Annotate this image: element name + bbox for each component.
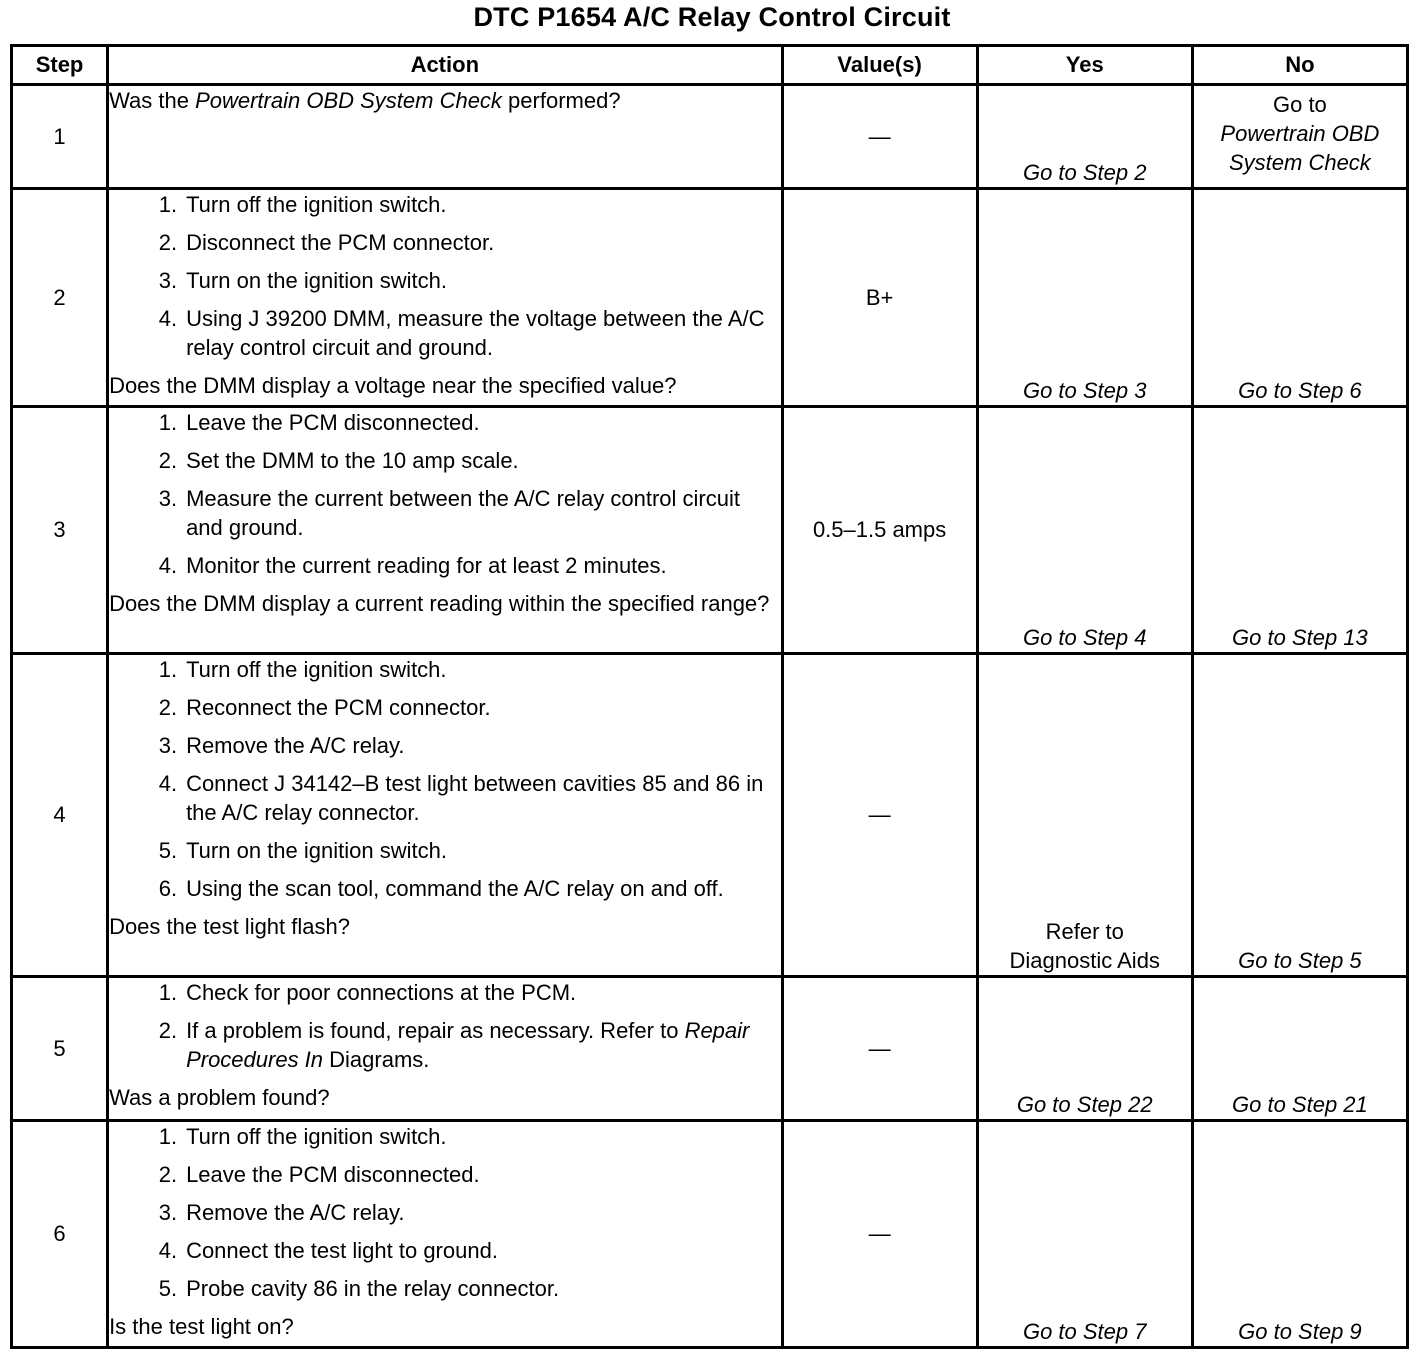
yes-cell bbox=[977, 654, 1192, 977]
substep-text: Remove the A/C relay. bbox=[186, 733, 405, 758]
yes-cell: Go to Step 22 bbox=[977, 977, 1192, 1121]
substep-text: Reconnect the PCM connector. bbox=[186, 695, 491, 720]
substep-text: Connect J 34142–B test light between cavities 85 and 86 in the A/C relay connector. bbox=[186, 771, 764, 825]
substep-text: Turn on the ignition switch. bbox=[186, 268, 447, 293]
substep-text-part: Diagrams. bbox=[323, 1047, 430, 1072]
substep-text: Check for poor connections at the PCM. bbox=[186, 980, 577, 1005]
action-cell bbox=[108, 1121, 782, 1348]
yes-text: Diagnostic Aids bbox=[1009, 948, 1160, 973]
header-no: No bbox=[1192, 46, 1407, 85]
substep-item bbox=[109, 551, 780, 580]
substep-item bbox=[109, 1198, 780, 1227]
substep-number: 2. bbox=[158, 230, 178, 255]
step-number: 2 bbox=[12, 189, 108, 407]
substep-text: Turn on the ignition switch. bbox=[186, 838, 447, 863]
question-italic-text: Powertrain OBD System Check bbox=[195, 88, 502, 113]
substep-text: Leave the PCM disconnected. bbox=[186, 1162, 480, 1187]
substep-number: 2. bbox=[158, 695, 178, 720]
diagnostic-table bbox=[10, 44, 1409, 1349]
question-text: performed? bbox=[501, 88, 621, 113]
table-row bbox=[12, 189, 1408, 407]
substep-number: 5. bbox=[158, 838, 178, 863]
step-number: 5 bbox=[12, 977, 108, 1121]
substep-item bbox=[109, 304, 780, 362]
substep-list bbox=[109, 655, 780, 903]
no-cell: Go to Step 5 bbox=[1192, 654, 1407, 977]
substep-item bbox=[109, 836, 780, 865]
step-number: 3 bbox=[12, 407, 108, 654]
substep-item bbox=[109, 655, 780, 684]
substep-number: 5. bbox=[158, 1276, 178, 1301]
action-cell bbox=[108, 654, 782, 977]
substep-text: Remove the A/C relay. bbox=[186, 1200, 405, 1225]
substep-text: Measure the current between the A/C relay control circuit and ground. bbox=[186, 486, 740, 540]
action-cell bbox=[108, 407, 782, 654]
table-row bbox=[12, 1121, 1408, 1348]
substep-text: Turn off the ignition switch. bbox=[186, 192, 447, 217]
substep-text: Monitor the current reading for at least 2 minutes. bbox=[186, 553, 667, 578]
substep-number: 2. bbox=[158, 448, 178, 473]
substep-item bbox=[109, 1160, 780, 1189]
substep-item bbox=[109, 228, 780, 257]
table-row bbox=[12, 977, 1408, 1121]
substep-item bbox=[109, 446, 780, 475]
substep-item bbox=[109, 1236, 780, 1265]
step-number: 1 bbox=[12, 85, 108, 189]
step-number: 4 bbox=[12, 654, 108, 977]
substep-number: 1. bbox=[158, 410, 178, 435]
document-title: DTC P1654 A/C Relay Control Circuit bbox=[473, 2, 951, 32]
substep-item bbox=[109, 1274, 780, 1303]
substep-item bbox=[109, 769, 780, 827]
substep-text: Leave the PCM disconnected. bbox=[186, 410, 480, 435]
substep-number: 3. bbox=[158, 1200, 178, 1225]
value-cell: B+ bbox=[782, 189, 977, 407]
substep-number: 4. bbox=[158, 771, 178, 796]
step-question: Does the DMM display a current reading within the specified range? bbox=[109, 591, 770, 616]
no-cell: Go to Step 13 bbox=[1192, 407, 1407, 654]
substep-item bbox=[109, 266, 780, 295]
no-text: Go to bbox=[1272, 92, 1327, 117]
value-cell: 0.5–1.5 amps bbox=[782, 407, 977, 654]
substep-item bbox=[109, 484, 780, 542]
header-yes: Yes bbox=[977, 46, 1192, 85]
yes-cell: Go to Step 2 bbox=[977, 85, 1192, 189]
substep-text: Turn off the ignition switch. bbox=[186, 1124, 447, 1149]
substep-number: 2. bbox=[158, 1162, 178, 1187]
table-row bbox=[12, 654, 1408, 977]
substep-text: Using J 39200 DMM, measure the voltage between the A/C relay control circuit and ground. bbox=[186, 306, 765, 360]
step-question: Does the test light flash? bbox=[109, 914, 350, 939]
action-cell bbox=[108, 977, 782, 1121]
substep-number: 2. bbox=[158, 1018, 178, 1043]
substep-item bbox=[109, 1122, 780, 1151]
step-question: Does the DMM display a voltage near the specified value? bbox=[109, 373, 677, 398]
substep-text: Set the DMM to the 10 amp scale. bbox=[186, 448, 519, 473]
no-cell: Go to Step 9 bbox=[1192, 1121, 1407, 1348]
step-question: Is the test light on? bbox=[109, 1314, 294, 1339]
table-header-row bbox=[12, 46, 1408, 85]
substep-number: 4. bbox=[158, 1238, 178, 1263]
value-cell: — bbox=[782, 1121, 977, 1348]
substep-text: Connect the test light to ground. bbox=[186, 1238, 498, 1263]
substep-number: 4. bbox=[158, 553, 178, 578]
substep-list bbox=[109, 1122, 780, 1303]
action-cell bbox=[108, 189, 782, 407]
substep-item bbox=[109, 408, 780, 437]
substep-text: Turn off the ignition switch. bbox=[186, 657, 447, 682]
substep-number: 1. bbox=[158, 1124, 178, 1149]
substep-item bbox=[109, 190, 780, 219]
substep-number: 1. bbox=[158, 980, 178, 1005]
substep-number: 3. bbox=[158, 486, 178, 511]
substep-item bbox=[109, 731, 780, 760]
header-step: Step bbox=[12, 46, 108, 85]
step-question bbox=[109, 86, 780, 115]
no-cell: Go to Step 6 bbox=[1192, 189, 1407, 407]
substep-text: Using the scan tool, command the A/C relay on and off. bbox=[186, 876, 724, 901]
substep-list bbox=[109, 978, 780, 1074]
value-cell: — bbox=[782, 85, 977, 189]
no-cell bbox=[1192, 85, 1407, 189]
yes-cell: Go to Step 7 bbox=[977, 1121, 1192, 1348]
step-number: 6 bbox=[12, 1121, 108, 1348]
substep-item bbox=[109, 874, 780, 903]
yes-text: Refer to bbox=[1045, 919, 1124, 944]
substep-number: 1. bbox=[158, 192, 178, 217]
substep-number: 6. bbox=[158, 876, 178, 901]
substep-item bbox=[109, 1016, 780, 1074]
action-cell bbox=[108, 85, 782, 189]
value-cell: — bbox=[782, 977, 977, 1121]
substep-italic-text: Repair Procedures In bbox=[186, 1018, 750, 1072]
substep-text bbox=[186, 1016, 780, 1074]
substep-list bbox=[109, 408, 780, 580]
header-action: Action bbox=[108, 46, 782, 85]
substep-item bbox=[109, 693, 780, 722]
question-text: Was the bbox=[109, 88, 196, 113]
yes-cell: Go to Step 3 bbox=[977, 189, 1192, 407]
substep-item bbox=[109, 978, 780, 1007]
substep-number: 1. bbox=[158, 657, 178, 682]
substep-text-part: If a problem is found, repair as necessary. Refer to bbox=[186, 1018, 685, 1043]
no-italic-text: Powertrain OBD System Check bbox=[1220, 121, 1380, 175]
substep-text: Probe cavity 86 in the relay connector. bbox=[186, 1276, 560, 1301]
table-row bbox=[12, 85, 1408, 189]
value-cell: — bbox=[782, 654, 977, 977]
step-question: Was a problem found? bbox=[109, 1085, 330, 1110]
header-values: Value(s) bbox=[782, 46, 977, 85]
substep-list bbox=[109, 190, 780, 362]
substep-number: 3. bbox=[158, 268, 178, 293]
yes-cell: Go to Step 4 bbox=[977, 407, 1192, 654]
substep-number: 3. bbox=[158, 733, 178, 758]
substep-number: 4. bbox=[158, 306, 178, 331]
no-cell: Go to Step 21 bbox=[1192, 977, 1407, 1121]
substep-text: Disconnect the PCM connector. bbox=[186, 230, 495, 255]
table-row bbox=[12, 407, 1408, 654]
